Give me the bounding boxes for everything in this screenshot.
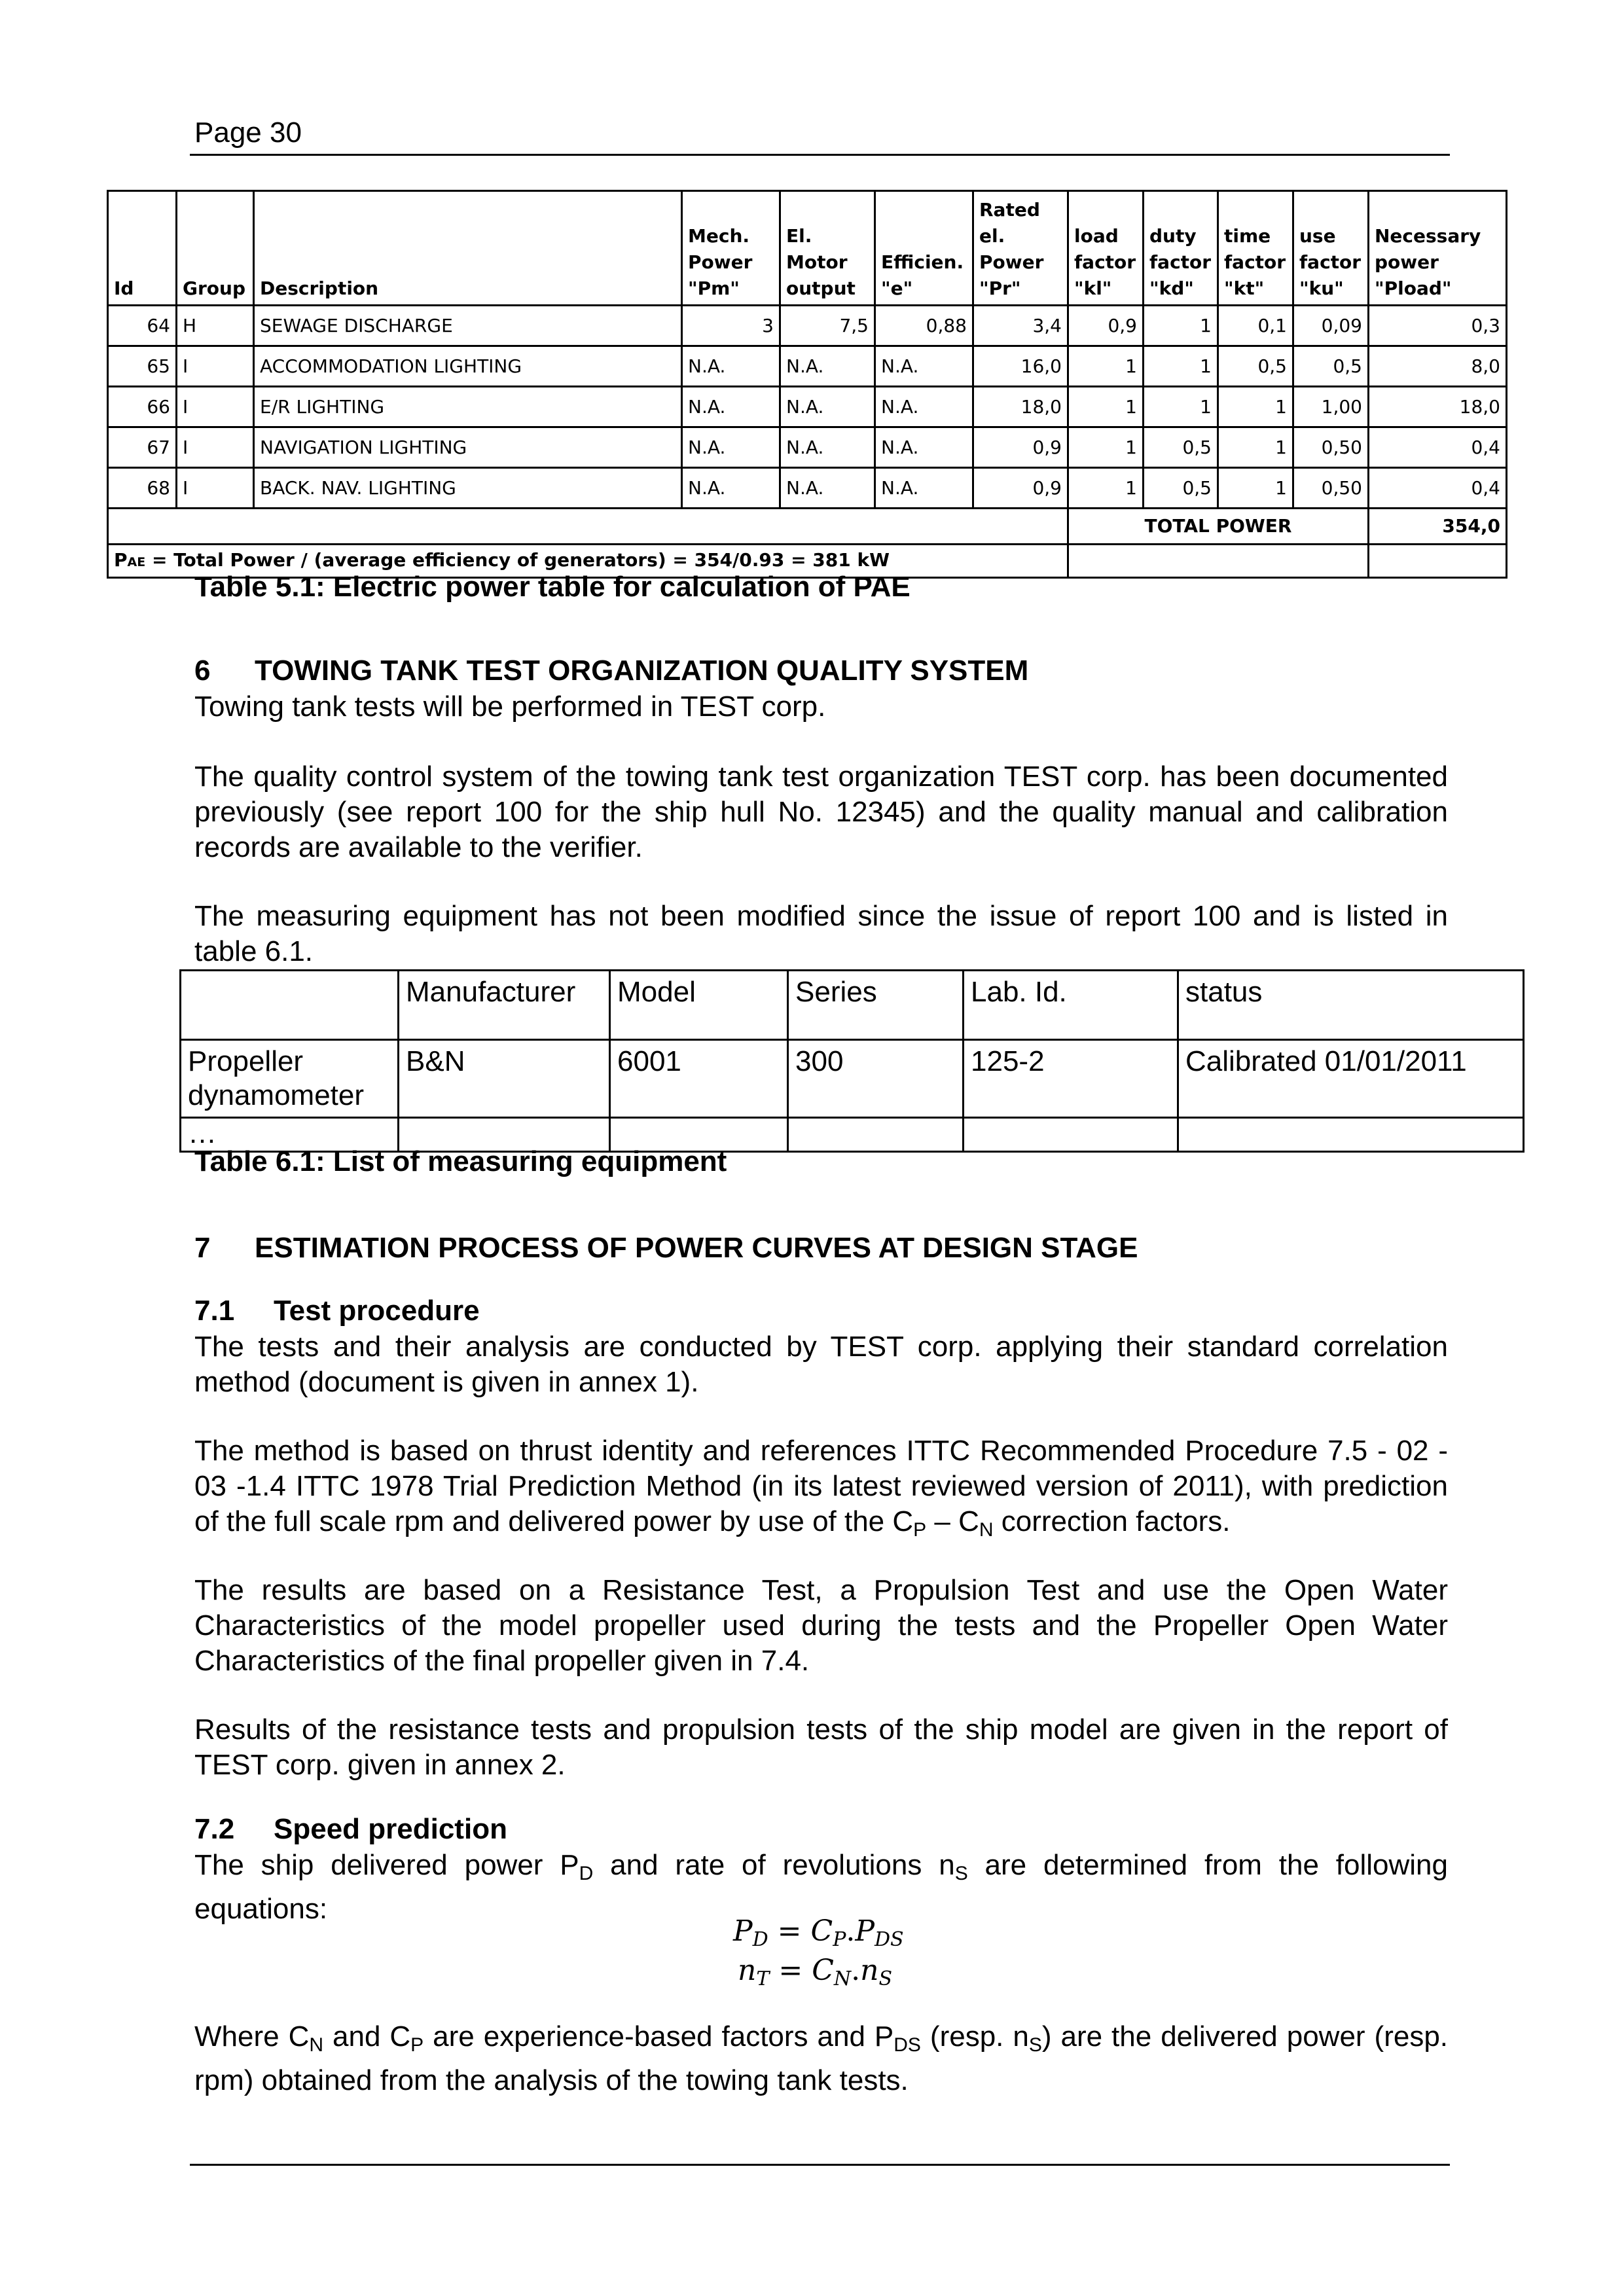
section-7-2-paragraph-2: Where $C_N$ and $C_P$ are experience-based factors and $P_{DS}$ (resp. $n_S$) are the delivered power (resp. rpm) obtained from the analysis of the towing tank tests. [194, 2020, 1449, 2096]
cell-necessary-power: 8,0 [1369, 346, 1507, 387]
header-duty-factor: duty factor "kd" [1144, 191, 1218, 306]
cell-rated-power: 3,4 [973, 306, 1068, 346]
electric-power-table [107, 190, 1507, 579]
cell-rated-power: 16,0 [973, 346, 1068, 387]
equip-cell-empty [964, 1118, 1178, 1152]
equip-cell-series: 300 [788, 1040, 964, 1118]
header-el-motor: El. Motor output [780, 191, 875, 306]
cell-time-factor: 1 [1218, 468, 1293, 509]
header-use-factor: use factor "ku" [1293, 191, 1369, 306]
cell-load-factor: 1 [1068, 387, 1144, 427]
pae-formula: PAE = Total Power / (average efficiency of generators) = 354/0.93 = 381 kW [108, 545, 1068, 578]
section-7-2-paragraph-1: The ship delivered power $P_D$ and rate of revolutions $n_S$ are determined from the following equations: [194, 1849, 1448, 1925]
header-necessary-power: Necessary power "Pload" [1369, 191, 1507, 306]
cell-use-factor: 0,50 [1293, 468, 1369, 509]
section-6-paragraph-3: The measuring equipment has not been modified since the issue of report 100 and is listed in table 6.1. [194, 900, 1448, 967]
equip-header-lab-id: Lab. Id. [964, 971, 1178, 1040]
section-7-1-paragraph-2: The method is based on thrust identity and references ITTC Recommended Procedure 7.5 - 02 - 03 -1.4 ITTC 1978 Trial Prediction Method (in its latest reviewed version of 2011), with prediction of the full scale rpm and delivered power by use of the $C_P - C_N$ correction factors. [194, 1435, 1448, 1541]
equip-cell-name: Propeller dynamometer [181, 1040, 399, 1118]
cell-id: 66 [108, 387, 177, 427]
cell-mech-power: 3 [682, 306, 780, 346]
equip-cell-ellipsis: … [181, 1118, 399, 1152]
cell-el-motor: N.A. [780, 387, 875, 427]
cell-el-motor: N.A. [780, 468, 875, 509]
footer-divider [190, 2164, 1450, 2166]
cell-el-motor: N.A. [780, 346, 875, 387]
total-power-label: TOTAL POWER [1068, 509, 1369, 545]
cell-rated-power: 0,9 [973, 468, 1068, 509]
cell-mech-power: N.A. [682, 387, 780, 427]
cell-efficiency: N.A. [875, 346, 973, 387]
section-7-1-paragraph-3: The results are based on a Resistance Test, a Propulsion Test and use the Open Water Characteristics of the model propeller used during the tests and the Propeller Open Water Characteristics of the final propeller given in 7.4. [194, 1574, 1448, 1677]
cell-el-motor: N.A. [780, 427, 875, 468]
cell-duty-factor: 0,5 [1144, 427, 1218, 468]
equip-header-manufacturer: Manufacturer [399, 971, 610, 1040]
cell-load-factor: 1 [1068, 427, 1144, 468]
section-7-heading: ESTIMATION PROCESS OF POWER CURVES AT DESIGN STAGE [255, 1232, 1138, 1264]
cell-efficiency: 0,88 [875, 306, 973, 346]
cell-id: 67 [108, 427, 177, 468]
cell-group: I [177, 346, 254, 387]
cell-rated-power: 18,0 [973, 387, 1068, 427]
cell-time-factor: 1 [1218, 387, 1293, 427]
table-row [108, 427, 1507, 468]
cell-necessary-power: 18,0 [1369, 387, 1507, 427]
cell-group: I [177, 468, 254, 509]
cell-duty-factor: 1 [1144, 306, 1218, 346]
table-row [108, 387, 1507, 427]
page-header: Page 30 [194, 117, 302, 149]
cell-rated-power: 0,9 [973, 427, 1068, 468]
cell-id: 68 [108, 468, 177, 509]
cell-time-factor: 0,5 [1218, 346, 1293, 387]
cell-id: 65 [108, 346, 177, 387]
cell-description: NAVIGATION LIGHTING [254, 427, 682, 468]
cell-necessary-power: 0,4 [1369, 427, 1507, 468]
equip-cell-model: 6001 [610, 1040, 788, 1118]
header-mech-power: Mech. Power "Pm" [682, 191, 780, 306]
cell-id: 64 [108, 306, 177, 346]
equip-header-series: Series [788, 971, 964, 1040]
cell-efficiency: N.A. [875, 427, 973, 468]
total-row [108, 509, 1507, 545]
pae-empty-cell [1369, 545, 1507, 578]
header-group: Group [177, 191, 254, 306]
cell-use-factor: 0,09 [1293, 306, 1369, 346]
equip-header-status: status [1178, 971, 1524, 1040]
cell-duty-factor: 0,5 [1144, 468, 1218, 509]
section-6-number: 6 [194, 655, 211, 687]
cell-description: E/R LIGHTING [254, 387, 682, 427]
cell-mech-power: N.A. [682, 346, 780, 387]
header-description: Description [254, 191, 682, 306]
cell-necessary-power: 0,3 [1369, 306, 1507, 346]
equip-cell-lab-id: 125-2 [964, 1040, 1178, 1118]
header-efficiency: Efficien. "e" [875, 191, 973, 306]
section-7-1-paragraph-4: Results of the resistance tests and propulsion tests of the ship model are given in the report of TEST corp. given in annex 2. [194, 1713, 1448, 1781]
total-row-spacer [108, 509, 1068, 545]
table-6-1-caption: Table 6.1: List of measuring equipment [194, 1145, 727, 1177]
cell-group: H [177, 306, 254, 346]
cell-load-factor: 1 [1068, 468, 1144, 509]
cell-mech-power: N.A. [682, 427, 780, 468]
cell-mech-power: N.A. [682, 468, 780, 509]
cell-description: ACCOMMODATION LIGHTING [254, 346, 682, 387]
cell-duty-factor: 1 [1144, 346, 1218, 387]
section-7-number: 7 [194, 1232, 211, 1264]
table-row [108, 306, 1507, 346]
cell-use-factor: 0,50 [1293, 427, 1369, 468]
cell-description: BACK. NAV. LIGHTING [254, 468, 682, 509]
cell-load-factor: 0,9 [1068, 306, 1144, 346]
cell-duty-factor: 1 [1144, 387, 1218, 427]
measuring-equipment-table [179, 969, 1525, 1153]
equation-delivered-power: $P_D = C_P.P_{DS}$ [733, 1914, 904, 1951]
cell-load-factor: 1 [1068, 346, 1144, 387]
cell-time-factor: 0,1 [1218, 306, 1293, 346]
header-rated-power: Rated el. Power "Pr" [973, 191, 1068, 306]
equip-cell-empty [1178, 1118, 1524, 1152]
equip-header-row [181, 971, 1524, 1040]
table-5-1-caption: Table 5.1: Electric power table for calculation of PAE [194, 571, 911, 603]
header-divider [190, 154, 1450, 156]
equip-cell-empty [788, 1118, 964, 1152]
section-6-paragraph-1: Towing tank tests will be performed in TEST corp. [194, 691, 826, 723]
section-6-heading: TOWING TANK TEST ORGANIZATION QUALITY SYSTEM [255, 655, 1029, 687]
section-7-2-title: Speed prediction [274, 1813, 507, 1845]
pae-empty-cell [1068, 545, 1369, 578]
table-row [108, 346, 1507, 387]
cell-efficiency: N.A. [875, 468, 973, 509]
cell-use-factor: 1,00 [1293, 387, 1369, 427]
header-time-factor: time factor "kt" [1218, 191, 1293, 306]
section-7-1-paragraph-1: The tests and their analysis are conducted by TEST corp. applying their standard correlation method (document is given in annex 1). [194, 1331, 1448, 1398]
header-load-factor: load factor "kl" [1068, 191, 1144, 306]
table-row [108, 468, 1507, 509]
section-7-1-title: Test procedure [274, 1295, 480, 1327]
section-7-1-number: 7.1 [194, 1295, 235, 1327]
header-id: Id [108, 191, 177, 306]
equip-header-model: Model [610, 971, 788, 1040]
cell-description: SEWAGE DISCHARGE [254, 306, 682, 346]
cell-efficiency: N.A. [875, 387, 973, 427]
cell-use-factor: 0,5 [1293, 346, 1369, 387]
equation-revolutions: $n_T = C_N.n_S$ [738, 1954, 893, 1990]
cell-group: I [177, 427, 254, 468]
power-table-header-row [108, 191, 1507, 306]
total-power-value: 354,0 [1369, 509, 1507, 545]
section-6-paragraph-2: The quality control system of the towing tank test organization TEST corp. has been documented previously (see report 100 for the ship hull No. 12345) and the quality manual and calibration records are available to the verifier. [194, 761, 1448, 863]
table-row [181, 1040, 1524, 1118]
equip-cell-status: Calibrated 01/01/2011 [1178, 1040, 1524, 1118]
equip-header-blank [181, 971, 399, 1040]
cell-el-motor: 7,5 [780, 306, 875, 346]
equip-cell-manufacturer: B&N [399, 1040, 610, 1118]
cell-necessary-power: 0,4 [1369, 468, 1507, 509]
cell-time-factor: 1 [1218, 427, 1293, 468]
cell-group: I [177, 387, 254, 427]
section-7-2-number: 7.2 [194, 1813, 235, 1845]
